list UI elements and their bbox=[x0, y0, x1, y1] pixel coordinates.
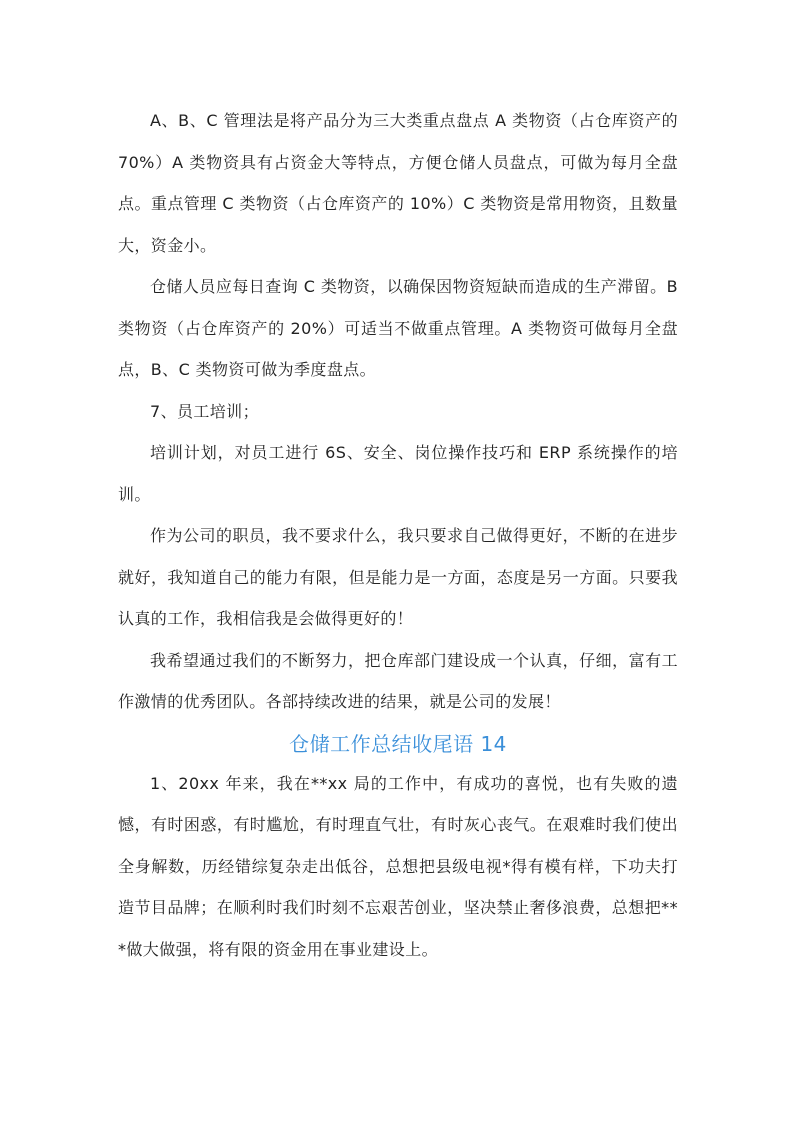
paragraph-daily-check: 仓储人员应每日查询 C 类物资，以确保因物资短缺而造成的生产滞留。B 类物资（占仓库资产的 20%）可适当不做重点管理。A 类物资可做每月全盘点，B、C 类物资可做为季度盘点。 bbox=[118, 277, 678, 379]
section-heading: 仓储工作总结收尾语 14 bbox=[289, 731, 507, 756]
paragraph-yearly-review: 1、20xx 年来，我在**xx 局的工作中，有成功的喜悦，也有失败的遗憾，有时困惑，有时尴尬，有时理直气壮，有时灰心丧气。在艰难时我们使出全身解数，历经错综复杂走出低谷，总想把县级电视*得有模有样，下功夫打造节目品牌；在顺利时我们时刻不忘艰苦创业，坚决禁止奢侈浪费，总想把***做大做强，将有限的资金用在事业建设上。 bbox=[118, 773, 678, 959]
paragraph-abc-management: A、B、C 管理法是将产品分为三大类重点盘点 A 类物资（占仓库资产的 70%）A 类物资具有占资金大等特点，方便仓储人员盘点，可做为每月全盘点。重点管理 C 类物资（占仓库资产的 10%）C 类物资是常用物资，且数量大，资金小。 bbox=[118, 111, 678, 255]
paragraph-training-plan: 培训计划，对员工进行 6S、安全、岗位操作技巧和 ERP 系统操作的培训。 bbox=[118, 443, 678, 504]
paragraph-staff-training-title: 7、员工培训； bbox=[150, 401, 259, 421]
paragraph-team-hope: 我希望通过我们的不断努力，把仓库部门建设成一个认真，仔细，富有工作激情的优秀团队。各部持续改进的结果，就是公司的发展！ bbox=[118, 650, 678, 711]
document-body bbox=[118, 100, 678, 970]
paragraph-employee-attitude: 作为公司的职员，我不要求什么，我只要求自己做得更好，不断的在进步就好，我知道自己的能力有限，但是能力是一方面，态度是另一方面。只要我认真的工作，我相信我是会做得更好的！ bbox=[118, 526, 678, 628]
